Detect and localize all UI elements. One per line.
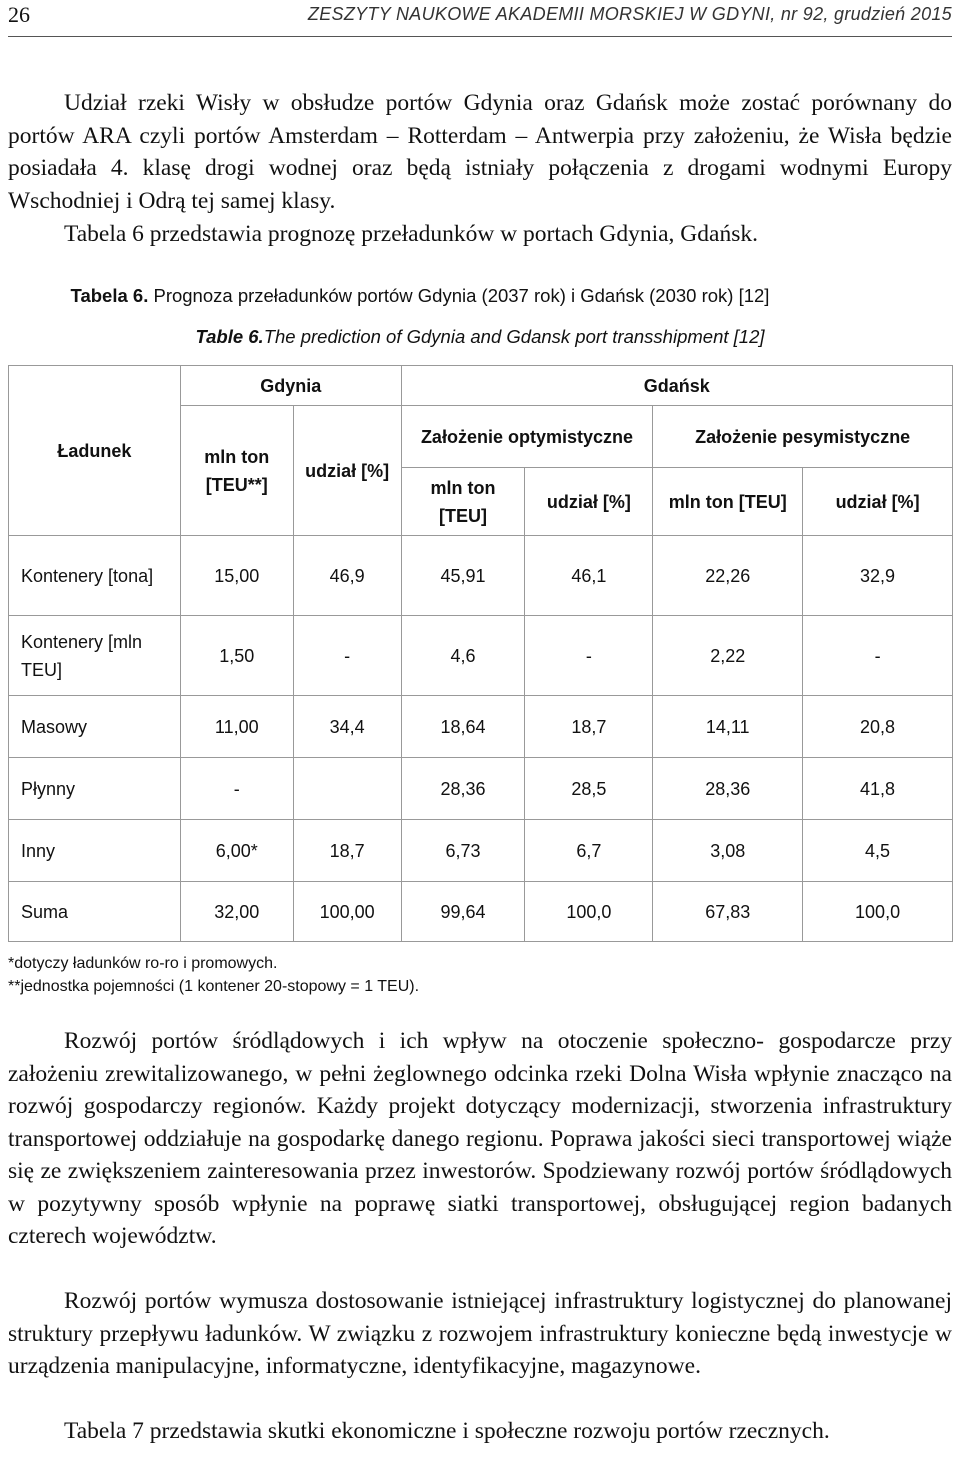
cell: 22,26 <box>653 536 803 616</box>
table-row <box>9 696 953 758</box>
table-row <box>9 820 953 882</box>
forecast-table <box>8 365 953 942</box>
header-optimistic: Założenie optymistyczne <box>401 406 653 468</box>
header-opt-mln: mln ton [TEU] <box>401 468 525 536</box>
cell: - <box>293 616 401 696</box>
cell: 2,22 <box>653 616 803 696</box>
cell: 28,36 <box>653 758 803 820</box>
header-gdynia-share: udział [%] <box>293 406 401 536</box>
cell: 3,08 <box>653 820 803 882</box>
header-gdynia-mln: mln ton [TEU**] <box>180 406 293 536</box>
cell: 6,73 <box>401 820 525 882</box>
header-pessimistic: Założenie pesymistyczne <box>653 406 953 468</box>
cell: 18,7 <box>525 696 653 758</box>
header-rule <box>8 36 952 37</box>
cell: 67,83 <box>653 882 803 942</box>
cell: 99,64 <box>401 882 525 942</box>
cell: 18,7 <box>293 820 401 882</box>
cell: 1,50 <box>180 616 293 696</box>
cell: 100,00 <box>293 882 401 942</box>
cell: 100,0 <box>803 882 953 942</box>
caption-en-text: The prediction of Gdynia and Gdansk port transshipment [12] <box>263 326 765 347</box>
row-label: Płynny <box>9 758 181 820</box>
header-gdansk: Gdańsk <box>401 366 952 406</box>
cell: 41,8 <box>803 758 953 820</box>
cell: 4,5 <box>803 820 953 882</box>
table-row <box>9 758 953 820</box>
caption-pl-label: Tabela 6. <box>70 285 149 306</box>
header-pes-mln: mln ton [TEU] <box>653 468 803 536</box>
cell: 46,9 <box>293 536 401 616</box>
row-label: Inny <box>9 820 181 882</box>
cell: 4,6 <box>401 616 525 696</box>
cell: - <box>803 616 953 696</box>
table-row-total <box>9 882 953 942</box>
page-header <box>8 0 952 30</box>
cell: 11,00 <box>180 696 293 758</box>
row-label: Kontenery [tona] <box>9 536 181 616</box>
cell: 15,00 <box>180 536 293 616</box>
caption-en-label: Table 6. <box>195 326 264 347</box>
cell: 28,5 <box>525 758 653 820</box>
cell: 46,1 <box>525 536 653 616</box>
page-number: 26 <box>8 2 30 27</box>
note-ro-ro: *dotyczy ładunków ro-ro i promowych. <box>8 955 278 972</box>
cell: - <box>525 616 653 696</box>
header-row-1 <box>9 366 953 406</box>
cell: 28,36 <box>401 758 525 820</box>
journal-title: ZESZYTY NAUKOWE AKADEMII MORSKIEJ W GDYNI, nr 92, grudzień 2015 <box>307 4 952 24</box>
table-notes <box>8 952 419 998</box>
intro-paragraph-1: Udział rzeki Wisły w obsłudze portów Gdynia oraz Gdańsk może zostać porównany do portów ARA czyli portów Amsterdam – Rotterdam – Antwerpia przy założeniu, że Wisła będzie posiadała 4. klasę drogi wodnej oraz będą istniały połączenia z drogami wodnymi Europy Wschodniej i Odrą tej samej klasy. <box>8 90 952 214</box>
row-label: Masowy <box>9 696 181 758</box>
cell: 14,11 <box>653 696 803 758</box>
header-pes-share: udział [%] <box>803 468 953 536</box>
cell: - <box>180 758 293 820</box>
cell: 20,8 <box>803 696 953 758</box>
table-caption-en <box>0 326 960 348</box>
body-paragraph-3: Tabela 7 przedstawia skutki ekonomiczne i społeczne rozwoju portów rzecznych. <box>64 1418 830 1444</box>
cell <box>293 758 401 820</box>
cell: 45,91 <box>401 536 525 616</box>
cell: 6,7 <box>525 820 653 882</box>
cell: 32,00 <box>180 882 293 942</box>
header-cargo: Ładunek <box>9 366 181 536</box>
cell: 34,4 <box>293 696 401 758</box>
caption-pl-text: Prognoza przeładunków portów Gdynia (2037 rok) i Gdańsk (2030 rok) [12] <box>148 285 770 306</box>
header-opt-share: udział [%] <box>525 468 653 536</box>
cell: 18,64 <box>401 696 525 758</box>
body-paragraph-2: Rozwój portów wymusza dostosowanie istniejącej infrastruktury logistycznej do planowanej struktury przepływu ładunków. W związku z rozwojem infrastruktury konieczne będą inwestycje w urządzenia manipulacyjne, informatyczne, identyfikacyjne, magazynowe. <box>8 1288 952 1379</box>
cell: 6,00* <box>180 820 293 882</box>
table-row <box>9 616 953 696</box>
intro-paragraph-2: Tabela 6 przedstawia prognozę przeładunków w portach Gdynia, Gdańsk. <box>64 221 758 247</box>
body-paragraph-1: Rozwój portów śródlądowych i ich wpływ na otoczenie społeczno- gospodarcze przy założeniu zrewitalizowanego, w pełni żeglownego odcinka rzeki Dolna Wisła wpłynie znacząco na rozwój gospodarczy regionów. Każdy projekt dotyczący modernizacji, stworzenia infrastruktury transportowej oddziałuje na gospodarkę danego regionu. Poprawa jakości sieci transportowej wiąże się ze zwiększeniem zainteresowania przez inwestorów. Spodziewany rozwój portów śródlądowych w pozytywny sposób wpłynie na poprawę siatki transportowej, obsługującej region badanych czterech województw. <box>8 1028 952 1249</box>
cell: 100,0 <box>525 882 653 942</box>
row-label: Kontenery [mln TEU] <box>9 616 181 696</box>
header-gdynia: Gdynia <box>180 366 401 406</box>
table-caption-pl <box>0 285 900 307</box>
table-row <box>9 536 953 616</box>
note-teu: **jednostka pojemności (1 kontener 20-stopowy = 1 TEU). <box>8 978 420 995</box>
cell: 32,9 <box>803 536 953 616</box>
row-label: Suma <box>9 882 181 942</box>
